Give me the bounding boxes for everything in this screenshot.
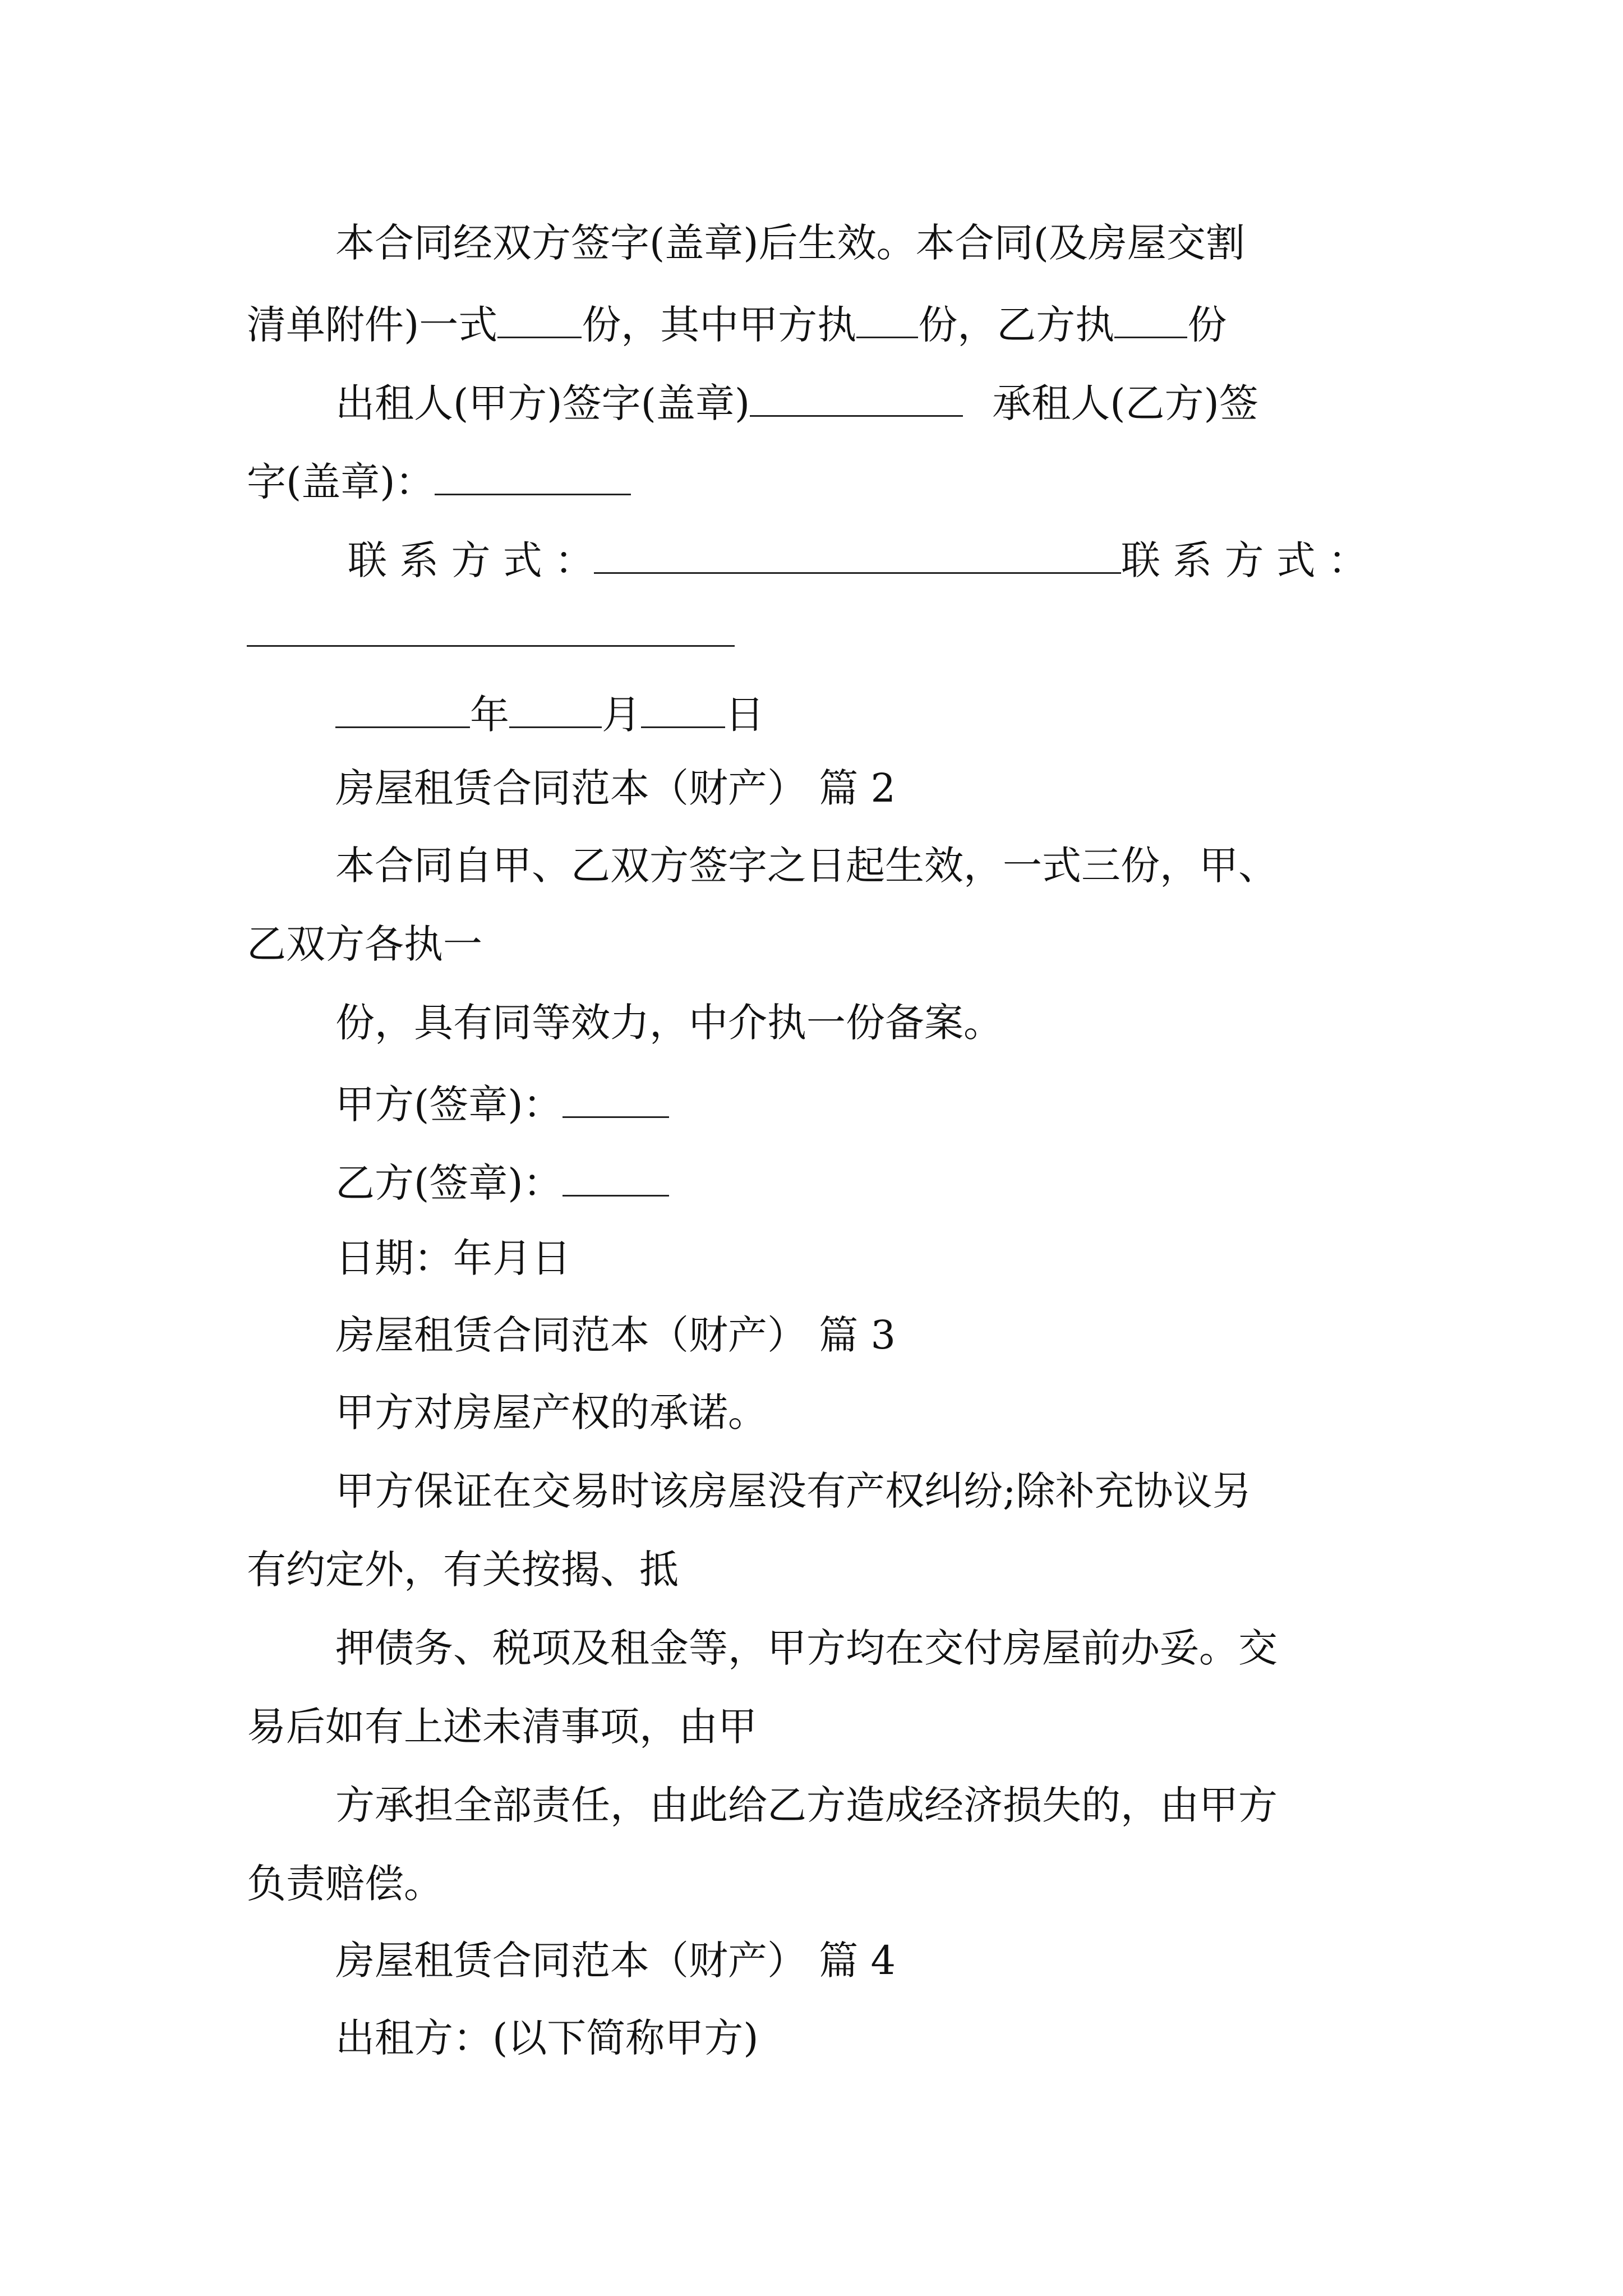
text: 份，乙方执: [918, 302, 1115, 348]
signature-blank: [435, 459, 631, 495]
text: 乙方(签章)：: [335, 1160, 562, 1206]
text: 出租方：(以下简称甲方): [335, 2015, 759, 2061]
text: 本合同经双方签字(盖章)后生效。本合同(及房屋交割: [335, 220, 1245, 266]
contact-blank: [594, 537, 1121, 574]
text: 出租人(甲方)签字(盖章): [335, 380, 750, 426]
paragraph-line: [335, 220, 1245, 266]
text: 房屋租赁合同范本（财产） 篇 4: [335, 1938, 896, 1984]
text: 份: [1187, 302, 1227, 348]
signature-blank: [750, 380, 963, 417]
text: 月: [602, 692, 641, 738]
paragraph-line: [335, 1000, 1003, 1046]
text: 乙双方各执一: [247, 921, 482, 967]
paragraph-line: [335, 843, 1278, 889]
paragraph-line: [247, 459, 631, 505]
text: 份，其中甲方执: [582, 302, 857, 348]
paragraph-line: [335, 1082, 669, 1128]
text: 承租人(乙方)签: [992, 380, 1258, 426]
section-heading: [335, 765, 896, 811]
text: 年: [470, 692, 509, 738]
text: 甲方对房屋产权的承诺。: [335, 1389, 767, 1435]
text: 份，具有同等效力，中介执一份备案。: [335, 1000, 1003, 1046]
text: 联 系 方 式 ：: [348, 537, 594, 583]
paragraph-line: [247, 302, 1227, 348]
text: 有约定外，有关按揭、抵: [247, 1547, 679, 1593]
contact-blank: [247, 645, 735, 647]
text: 甲方保证在交易时该房屋没有产权纠纷;除补充协议另: [335, 1468, 1252, 1514]
text: 方承担全部责任，由此给乙方造成经济损失的，由甲方: [335, 1782, 1278, 1828]
text: 联 系 方 式 ：: [1121, 537, 1368, 583]
text: 负责赔偿。: [247, 1861, 443, 1907]
section-heading: [335, 1312, 896, 1358]
paragraph-line: [247, 1547, 679, 1593]
paragraph-line: [335, 1235, 571, 1281]
blank-field: [856, 302, 918, 338]
paragraph-line: [335, 2015, 759, 2061]
blank-field: [509, 692, 602, 728]
text: 甲方(签章)：: [335, 1082, 562, 1128]
paragraph-line: [247, 1861, 443, 1907]
section-heading: [335, 1938, 896, 1984]
text: 清单附件)一式: [247, 302, 498, 348]
paragraph-line: [335, 1468, 1252, 1514]
blank-field: [641, 692, 725, 728]
paragraph-line: [247, 1704, 757, 1750]
paragraph-line: [335, 1782, 1278, 1828]
paragraph-line: [335, 1625, 1278, 1671]
paragraph-line: [348, 537, 1368, 583]
text: 房屋租赁合同范本（财产） 篇 2: [335, 765, 896, 811]
text: 日期：年月日: [335, 1235, 571, 1281]
date-line: [335, 692, 764, 738]
text: 日: [725, 692, 764, 738]
paragraph-line: [335, 1160, 669, 1206]
blank-field: [335, 692, 470, 728]
paragraph-line: [335, 380, 1258, 426]
blank-field: [497, 302, 582, 338]
text: 字(盖章)：: [247, 459, 435, 505]
paragraph-line: [247, 921, 482, 967]
text: 本合同自甲、乙双方签字之日起生效，一式三份，甲、: [335, 843, 1278, 889]
paragraph-line: [335, 1389, 767, 1435]
text: 房屋租赁合同范本（财产） 篇 3: [335, 1312, 896, 1358]
text: 押债务、税项及租金等，甲方均在交付房屋前办妥。交: [335, 1625, 1278, 1671]
signature-blank: [562, 1082, 669, 1118]
blank-field: [1114, 302, 1187, 338]
text: 易后如有上述未清事项，由甲: [247, 1704, 757, 1750]
signature-blank: [562, 1160, 669, 1197]
